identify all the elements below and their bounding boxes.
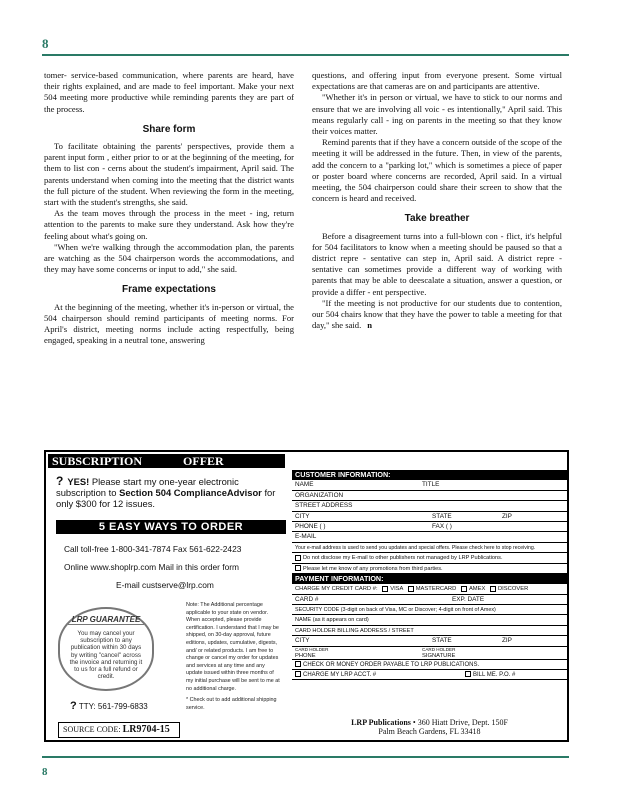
- signature-note: CARD HOLDER: [422, 646, 456, 652]
- amex-checkbox[interactable]: [461, 586, 467, 592]
- customer-info-header: CUSTOMER INFORMATION:: [292, 470, 567, 480]
- heading-share-form: Share form: [142, 123, 196, 135]
- checkbox-icon[interactable]: ?: [56, 474, 64, 488]
- paragraph: tomer- service-based communication, where parents are heard, have their rights explained, and are made to feel important. Make your next 504 meeting more productive while reminding parents they are part of the process.: [44, 70, 294, 114]
- privacy-text: Your e-mail address is used to send you updates and special offers. Please check here to stop receiving.: [295, 544, 536, 551]
- subscription-header-right: OFFER: [183, 454, 224, 468]
- optout-label-1: Do not disclose my E-mail to other publishers not managed by LRP Publications.: [303, 555, 503, 562]
- form-footer: [292, 718, 567, 736]
- cardholder-name-note: (as it appears on card): [312, 617, 369, 624]
- phone-fax-row[interactable]: [292, 522, 567, 532]
- city-field-2[interactable]: CITY: [295, 637, 310, 645]
- order-form: [292, 470, 567, 680]
- top-rule: [42, 54, 569, 56]
- street-field[interactable]: [292, 501, 567, 511]
- paragraph-text: "If the meeting is not productive for our students due to contention, our 504 chairs know that they have the power to table a meeting for that day," she said.: [312, 297, 562, 331]
- paragraph: To facilitate obtaining the parents' perspectives, provide them a parent input form , either prior to or at the beginning of the meeting, for them to list con - cerns about the student's impairment, April said. The parents understand when coming into the meeting that the district wants the full picture of the student. When reviewing the form in the meeting, start with the student's strengths, she said.: [44, 141, 294, 208]
- security-code-note: (3-digit on back of Visa, MC or Discover; 4-digit on front of Amex): [340, 607, 496, 614]
- card-type-row[interactable]: [292, 584, 567, 594]
- paragraph: As the team moves through the process in the meet - ing, return attention to the parents to make sure they understand. Ask how they're feeling about what's going on.: [44, 208, 294, 241]
- billing-address-label: CARD HOLDER BILLING ADDRESS / STREET: [295, 627, 414, 634]
- source-code-box: [58, 722, 180, 738]
- name-title-row[interactable]: [292, 480, 567, 490]
- end-mark: n: [367, 320, 373, 331]
- signature-field[interactable]: SIGNATURE: [422, 652, 456, 659]
- footer-address: • 360 Hiatt Drive, Dept. 150F: [412, 718, 508, 727]
- email-line[interactable]: E-mail custserve@lrp.com: [116, 580, 214, 590]
- offer-text: Please start my one-year electronic subscription to: [56, 476, 239, 498]
- yes-label: YES!: [67, 476, 90, 487]
- email-field[interactable]: [292, 532, 567, 542]
- discover-label: DISCOVER: [498, 586, 529, 593]
- phone-signature-row[interactable]: [292, 647, 567, 660]
- zip-field[interactable]: ZIP: [502, 512, 512, 520]
- po-label: P.O. #: [499, 672, 516, 679]
- card-phone-field[interactable]: PHONE: [295, 652, 316, 659]
- city-state-zip-row[interactable]: [292, 512, 567, 522]
- privacy-note: [292, 543, 567, 553]
- cardholder-name-field[interactable]: NAME: [295, 617, 312, 624]
- tty-number: TTY: 561-799-6833: [78, 702, 148, 711]
- billing-address-field[interactable]: [292, 626, 567, 636]
- city-state-zip-row-2[interactable]: [292, 636, 567, 646]
- card-number-field[interactable]: CARD #: [295, 595, 319, 603]
- mastercard-label: MASTERCARD: [415, 586, 457, 593]
- amex-label: AMEX: [468, 586, 486, 593]
- paragraph: "When we're walking through the accommodation plan, the parents are watching as the 504 chairperson words the accommodations, and they may have some concerns or input to add," she said.: [44, 241, 294, 275]
- call-fax-line: Call toll-free 1-800-341-7874 Fax 561-622-2423: [64, 544, 242, 554]
- card-phone-note: CARD HOLDER: [295, 646, 329, 652]
- optout-label-2: Please let me know of any promotions from third parties.: [303, 565, 443, 572]
- charge-label: CHARGE MY CREDIT CARD #:: [295, 586, 378, 593]
- fine-print-note: * Check out to add additional shipping service.: [186, 697, 277, 711]
- offer-price: for only $300 for 12 issues.: [56, 487, 276, 509]
- paragraph: Before a disagreement turns into a full-blown con - flict, it's helpful for 504 facilitators to know when a meeting should be paused so that a district repre - sentative can step in, April said. A district repre - sentative can sometimes provide a different way of working with parents that may be able to deescalate a situation, answer a question, or provide a differ - ent perspective.: [312, 230, 562, 297]
- footer-city: Palm Beach Gardens, FL 33418: [378, 727, 481, 736]
- fine-print-text: Note: The Additional percentage applicable to your state on vendor. When accepted, please provide certification. I understand that I may be shipped, on 30-day approval, future editions, updates, cumulative, digests, and/ or related products. I am free to change or cancel my order for updates and services at any time and any update issued within three months of my initial purchase will be sent to me at no additional charge.: [186, 602, 280, 692]
- bottom-page-number: 8: [42, 766, 48, 778]
- visa-checkbox[interactable]: [382, 586, 388, 592]
- charge-account-checkbox[interactable]: [295, 671, 301, 677]
- discover-checkbox[interactable]: [490, 586, 496, 592]
- check-row[interactable]: [292, 660, 567, 670]
- state-field-2[interactable]: STATE: [432, 637, 452, 645]
- source-code-label: SOURCE CODE:: [63, 725, 121, 734]
- ways-to-order-title: 5 EASY WAYS TO ORDER: [56, 520, 286, 534]
- source-code-value: LR9704-15: [122, 724, 170, 735]
- mastercard-checkbox[interactable]: [408, 586, 414, 592]
- organization-label: ORGANIZATION: [295, 491, 344, 499]
- question-icon: ?: [70, 700, 77, 712]
- guarantee-seal: [58, 607, 154, 691]
- organization-field[interactable]: [292, 491, 567, 501]
- bill-me-checkbox[interactable]: [465, 671, 471, 677]
- checkbox[interactable]: [295, 555, 301, 561]
- exp-date-field[interactable]: EXP. DATE: [452, 595, 485, 603]
- payment-info-header: PAYMENT INFORMATION:: [292, 574, 567, 584]
- bill-me-group[interactable]: [462, 670, 515, 680]
- tty-line: [70, 700, 148, 712]
- security-code-field[interactable]: SECURITY CODE: [295, 607, 340, 614]
- bottom-rule: [42, 756, 569, 758]
- subscription-header: [48, 454, 285, 468]
- fine-print: [186, 602, 282, 712]
- phone-field[interactable]: PHONE ( ): [295, 522, 326, 530]
- fax-field[interactable]: FAX ( ): [432, 522, 452, 530]
- charge-account-label: CHARGE MY LRP ACCT. #: [303, 672, 377, 679]
- bill-me-label: BILL ME.: [473, 672, 498, 679]
- security-code-row[interactable]: [292, 605, 567, 615]
- paragraph: questions, and offering input from everyone present. Some virtual expectations are that cameras are on and participants are attentive.: [312, 70, 562, 92]
- cardholder-name-row[interactable]: [292, 615, 567, 625]
- paragraph: Remind parents that if they have a concern outside of the scope of the meeting it will be addressed in the future. Then, in view of the parents, add the concern to a "parking lot," which is sometimes a piece of paper or poster board where concerns are recorded, April said. In a virtual meeting, the 504 chairperson could share their screen to show that the concern is heard and received.: [312, 137, 562, 204]
- visa-label: VISA: [390, 586, 404, 593]
- heading-frame-expectations: Frame expectations: [122, 284, 216, 296]
- street-label: STREET ADDRESS: [295, 502, 353, 510]
- right-column: [312, 70, 562, 331]
- charge-account-row[interactable]: [292, 670, 567, 680]
- checkbox[interactable]: [295, 565, 301, 571]
- footer-company: LRP Publications: [351, 718, 411, 727]
- state-field[interactable]: STATE: [432, 512, 452, 520]
- optout-row-2[interactable]: [292, 564, 567, 574]
- publication-name: Section 504 ComplianceAdvisor: [119, 487, 262, 498]
- city-field[interactable]: CITY: [295, 512, 310, 520]
- zip-field-2[interactable]: ZIP: [502, 637, 512, 645]
- check-label: CHECK OR MONEY ORDER PAYABLE TO LRP PUBLICATIONS.: [303, 661, 480, 668]
- optout-row-1[interactable]: [292, 553, 567, 563]
- paragraph: At the beginning of the meeting, whether it's in-person or virtual, the 504 chairperson should remind participants of meeting norms. For April's district, meeting norms include acting respectfully, being engaged, speaking in a neutral tone, answering: [44, 301, 294, 346]
- subscription-offer-box: [44, 450, 569, 742]
- card-exp-row[interactable]: [292, 595, 567, 605]
- title-field[interactable]: TITLE: [422, 481, 440, 489]
- page-number: 8: [42, 36, 49, 51]
- subscription-offer-text: [56, 476, 286, 509]
- left-column: [44, 70, 294, 346]
- check-checkbox[interactable]: [295, 661, 301, 667]
- heading-take-breather: Take breather: [404, 213, 470, 225]
- paragraph: "Whether it's in person or virtual, we have to stick to our norms and ensure that we are involving all voic - es intentionally," April said. This means regularly call - ing on parents in the meeting so that they know their voices matter.: [312, 92, 562, 137]
- paragraph: [312, 298, 562, 332]
- online-mail-line[interactable]: Online www.shoplrp.com Mail in this order form: [64, 562, 240, 572]
- name-field[interactable]: NAME: [295, 481, 314, 489]
- subscription-header-left: SUBSCRIPTION: [52, 454, 143, 468]
- guarantee-text: You may cancel your subscription to any publication within 30 days by writing "cancel" across the invoice and returning it to us for a full refund or credit.: [69, 630, 143, 681]
- guarantee-title: LRP GUARANTEE: [68, 615, 145, 625]
- email-label: E-MAIL: [295, 533, 317, 541]
